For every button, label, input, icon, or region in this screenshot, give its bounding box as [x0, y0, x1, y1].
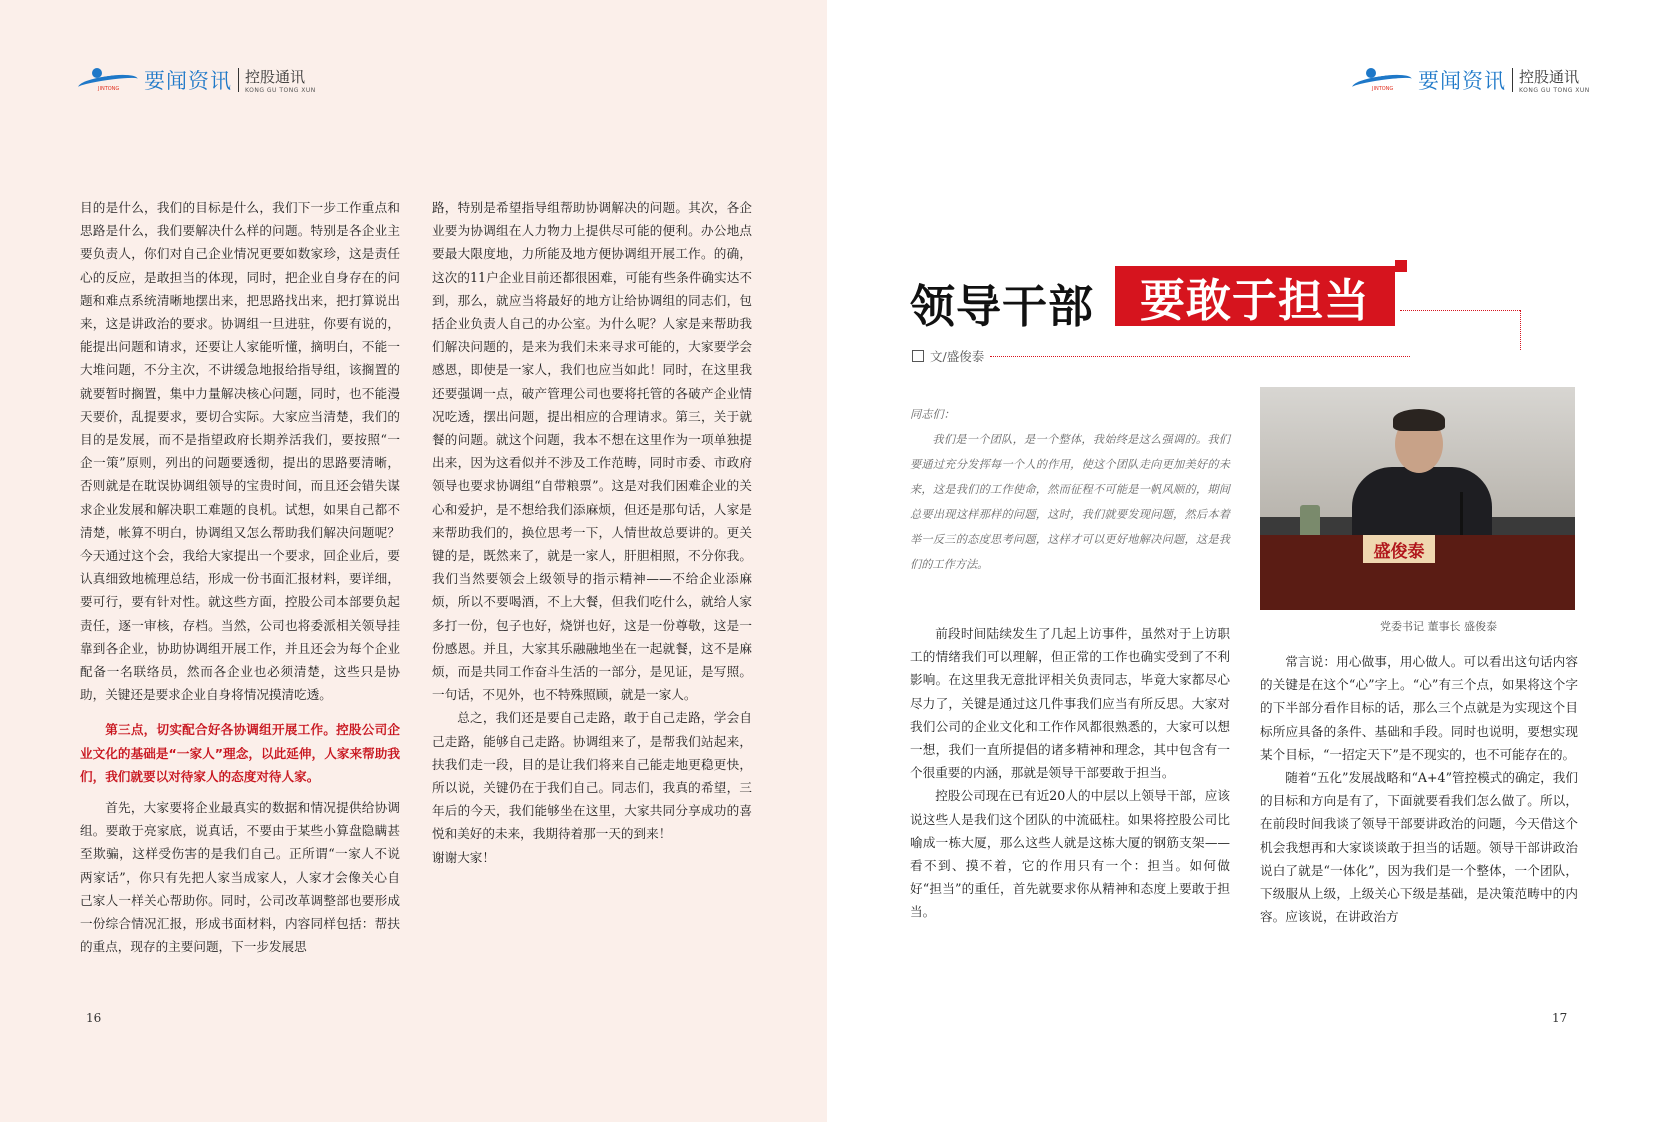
- right-column-1: [910, 622, 1230, 924]
- red-square-decoration: [1395, 260, 1407, 272]
- paragraph: 谢谢大家！: [432, 849, 495, 865]
- paragraph: 常言说：用心做事，用心做人。可以看出这句话内容的关键是在这个“心”字上。“心”有三个点，如果将这个字的下半部分看作目标的话，那么三个点就是为实现这个目标所应具备的条件、基础和手段。同时也说明，要想实现某个目标，“一招定天下”是不现实的，也不可能存在的。: [1260, 654, 1578, 762]
- salutation: 同志们：: [910, 408, 955, 421]
- left-column-2: [432, 196, 752, 869]
- title-red: 要敢于担当: [1115, 266, 1395, 326]
- nameplate: 盛俊泰: [1363, 535, 1435, 563]
- byline: [912, 347, 1410, 365]
- paragraph: 目的是什么，我们的目标是什么，我们下一步工作重点和思路是什么，我们要解决什么样的问题。特别是各企业主要负责人，你们对自己企业情况更要如数家珍，这是责任心的反应，是敢担当的体现，同时，把企业自身存在的问题和难点系统清晰地摆出来，把思路找出来，把打算说出来，这是讲政治的要求。协调组一旦进驻，你要有说的，能提出问题和请求，还要让人家能听懂，摘明白，不能一大堆问题，不分主次，不讲缓急地报给指导组，该搁置的就要暂时搁置，集中力量解决核心问题，同时，也不能漫天要价，乱提要求，要切合实际。大家应当清楚，我们的目的是发展，而不是指望政府长期养活我们，要按照“一企一策”原则，列出的问题要透彻，提出的思路要清晰，否则就是在耽误协调组领导的宝贵时间，而且还会错失谋求企业发展和解决职工难题的良机。试想，如果自己都不清楚，帐算不明白，协调组又怎么帮助我们解决问题呢？今天通过这个会，我给大家提出一个要求，回企业后，要认真细致地梳理总结，形成一份书面汇报材料，要详细，要可行，要有针对性。就这些方面，控股公司本部要负起责任，逐一审核，存档。当然，公司也将委派相关领导挂靠到各企业，协助协调组开展工作，并且还会为每个企业配备一名联络员，然而各企业也必须清楚，这些只是协助，关键还是要求企业自身将情况摸清吃透。: [80, 200, 400, 703]
- brand-logo-icon: JINTONG: [78, 66, 140, 94]
- divider: [238, 68, 239, 92]
- dotted-line: [1400, 310, 1520, 311]
- left-column-1: [80, 196, 400, 959]
- brand-title: 要闻资讯: [1418, 69, 1506, 93]
- photo-caption: 党委书记 董事长 盛俊泰: [1380, 620, 1497, 633]
- header-logo: [78, 64, 316, 96]
- brand-title: 要闻资讯: [144, 69, 232, 93]
- brand-logo-icon: JINTONG: [1352, 66, 1414, 94]
- paragraph: 首先，大家要将企业最真实的数据和情况提供给协调组。要敢于亮家底，说真话，不要由于某些小算盘隐瞒甚至欺骗，这样受伤害的是我们自己。正所谓“一家人不说两家话”，你只有先把人家当成家人，人家才会像关心自己家人一样关心帮助你。同时，公司改革调整部也要形成一份综合情况汇报，形成书面材料，内容同样包括：帮扶的重点，现存的主要问题，下一步发展思: [80, 800, 400, 955]
- microphone-icon: [1460, 492, 1463, 537]
- speaker-photo: [1260, 387, 1575, 610]
- title-black: 领导干部: [910, 280, 1095, 333]
- checkbox-icon: [912, 350, 924, 362]
- paragraph: 总之，我们还是要自己走路，敢于自己走路，学会自己走路，能够自己走路。协调组来了，是帮我们站起来，扶我们走一段，目的是让我们将来自己能走地更稳更快，所以说，关键仍在于我们自己。同志们，我真的希望，三年后的今天，我们能够坐在这里，大家共同分享成功的喜悦和美好的未来，我期待着那一天的到来！: [432, 710, 752, 842]
- highlight-paragraph: 第三点，切实配合好各协调组开展工作。控股公司企业文化的基础是“一家人”理念，以此延伸，人家来帮助我们，我们就要以对待家人的态度对待人家。: [80, 722, 400, 784]
- dotted-line: [990, 356, 1410, 357]
- paragraph: 前段时间陆续发生了几起上访事件，虽然对于上访职工的情绪我们可以理解，但正常的工作也确实受到了不利影响。在这里我无意批评相关负责同志，毕竟大家都尽心尽力了，关键是通过这几件事我们应当有所反思。大家对我们公司的企业文化和工作作风都很熟悉的，大家可以想一想，我们一直所提倡的诸多精神和理念，其中包含有一个很重要的内涵，那就是领导干部要敢于担当。: [910, 626, 1230, 781]
- right-column-2: [1260, 650, 1578, 928]
- dotted-line: [1520, 310, 1521, 350]
- page-number: 17: [1552, 1011, 1568, 1025]
- divider: [1512, 68, 1513, 92]
- page-number: 16: [86, 1011, 102, 1025]
- byline-author: 文/盛俊泰: [930, 349, 985, 364]
- header-logo: [1352, 64, 1590, 96]
- quote-body: 我们是一个团队，是一个整体，我始终是这么强调的。我们要通过充分发挥每一个人的作用，使这个团队走向更加美好的未来，这是我们的工作使命，然而征程不可能是一帆风顺的，期间总要出现这样那样的问题，这时，我们就要发现问题，然后本着举一反三的态度思考问题，这样才可以更好地解决问题，这是我们的工作方法。: [910, 433, 1230, 571]
- brand-subtitle: 控股通讯 KONG GU TONG XUN: [1519, 68, 1590, 94]
- paragraph: 随着“五化”发展战略和“A+4”管控模式的确定，我们的目标和方向是有了，下面就要看我们怎么做了。所以，在前段时间我谈了领导干部要讲政治的问题，今天借这个机会我想再和大家谈谈敢于担当的话题。领导干部讲政治说白了就是“一体化”，因为我们是一个整体，一个团队，下级服从上级，上级关心下级是基础，是决策范畴中的内容。应该说，在讲政治方: [1260, 770, 1578, 925]
- paragraph: 路，特别是希望指导组帮助协调解决的问题。其次，各企业要为协调组在人力物力上提供尽可能的便利。办公地点要最大限度地，力所能及地方便协调组开展工作。的确，这次的11户企业目前还都很困难，可能有些条件确实达不到，那么，就应当将最好的地方让给协调组的同志们，包括企业负责人自己的办公室。为什么呢？人家是来帮助我们解决问题的，是来为我们未来寻求可能的，大家要学会感恩，即使是一家人，我们也应当如此！同时，在这里我还要强调一点，破产管理公司也要将托管的各破产企业情况吃透，摆出问题，提出相应的合理请求。第三，关于就餐的问题。就这个问题，我本不想在这里作为一项单独提出来，因为这看似并不涉及工作范畴，同时市委、市政府领导也要求协调组“自带粮票”。这是对我们困难企业的关心和爱护，是不想给我们添麻烦，但还是那句话，人家是来帮助我们的，换位思考一下，人情世故总要讲的。更关键的是，既然来了，就是一家人，肝胆相照，不分你我。我们当然要领会上级领导的指示精神——不给企业添麻烦，所以不要喝酒，不上大餐，但我们吃什么，就给人家多打一份，包子也好，烧饼也好，这是一份尊敬，这是一份感恩。并且，大家其乐融融地坐在一起就餐，这不是麻烦，而是共同工作奋斗生活的一部分，是见证，是写照。一句话，不见外，也不特殊照顾，就是一家人。: [432, 200, 752, 703]
- opening-quote: [910, 402, 1230, 577]
- brand-subtitle: 控股通讯 KONG GU TONG XUN: [245, 68, 316, 94]
- paragraph: 控股公司现在已有近20人的中层以上领导干部，应该说这些人是我们这个团队的中流砥柱。如果将控股公司比喻成一栋大厦，那么这些人就是这栋大厦的钢筋支架——看不到、摸不着，它的作用只有一个：担当。如何做好“担当”的重任，首先就要求你从精神和态度上要敢于担当。: [910, 788, 1230, 920]
